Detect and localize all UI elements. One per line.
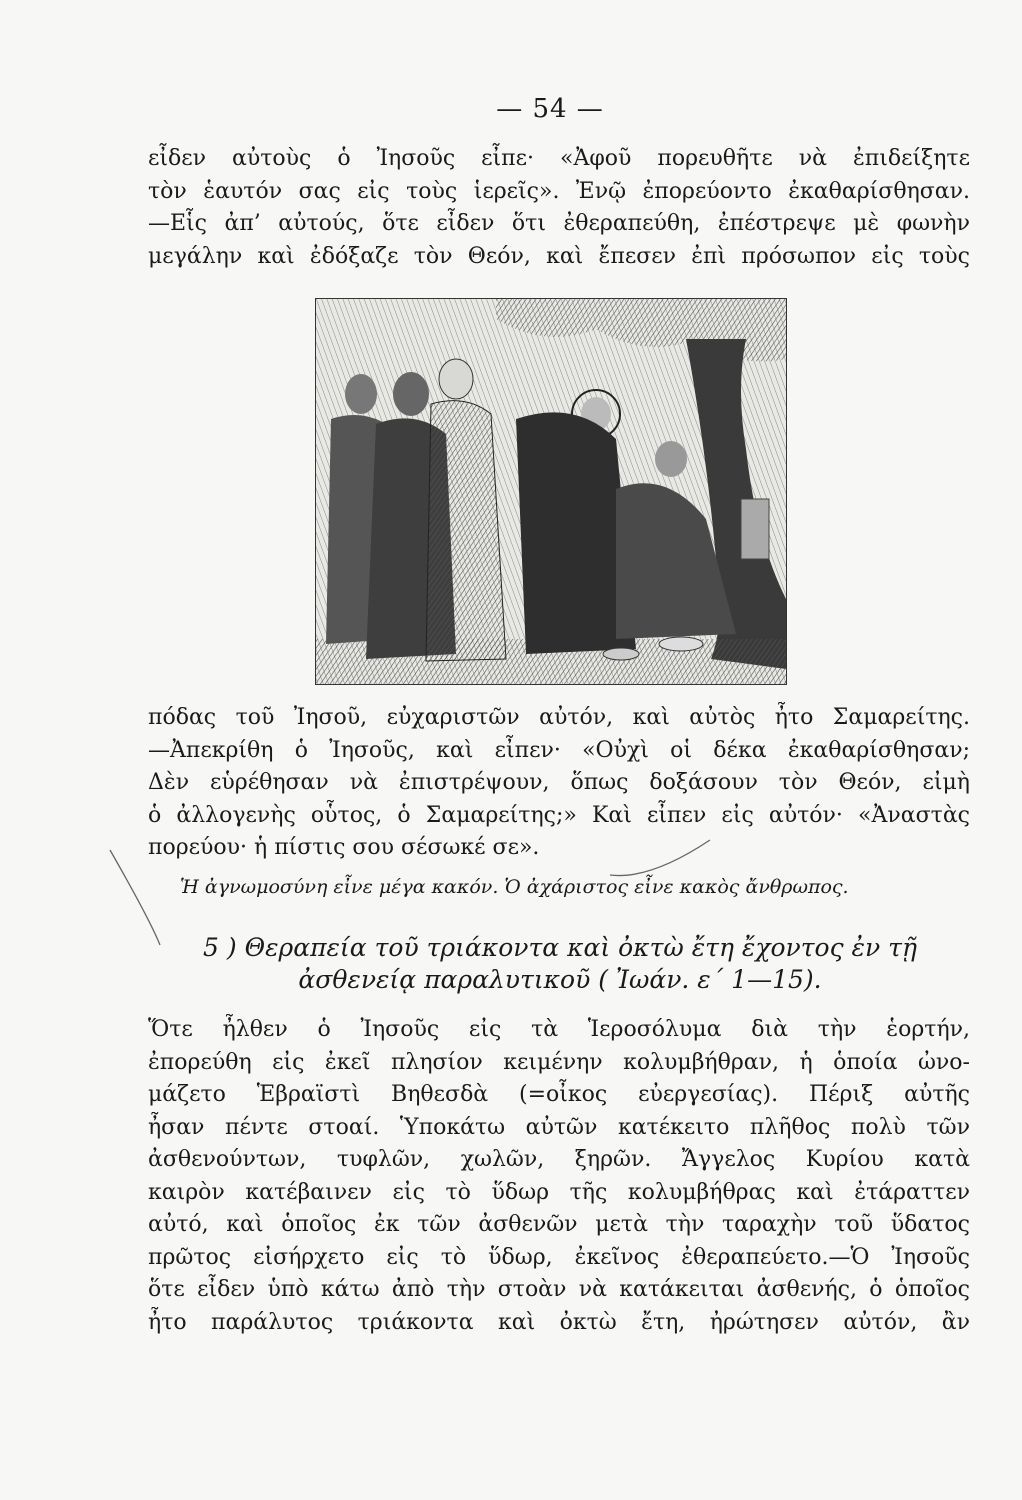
paragraph-middle	[148, 702, 970, 865]
section-heading-line1: 5 ) Θεραπεία τοῦ τριάκοντα καὶ ὀκτὼ ἔτη ἔχοντος ἐν τῇ	[203, 933, 917, 962]
text-line: αὐτό, καὶ ὁποῖος ἐκ τῶν ἀσθενῶν μετὰ τὴν ταραχὴν τοῦ ὕδατος	[148, 1212, 970, 1237]
text-line: εἶδεν αὐτοὺς ὁ Ἰησοῦς εἶπε· «Ἀφοῦ πορευθῆτε νὰ ἐπιδείξητε	[148, 146, 970, 171]
engraving-artwork	[316, 299, 786, 684]
text-line: καιρὸν κατέβαινεν εἰς τὸ ὕδωρ τῆς κολυμβήθρας καὶ ἐτάραττεν	[148, 1179, 970, 1205]
text-line: ἐπορεύθη εἰς ἐκεῖ πλησίον κειμένην κολυμβήθραν, ἡ ὁποία ὠνο-	[148, 1049, 970, 1075]
text-line: πορεύου· ἡ πίστις σου σέσωκέ σε».	[148, 835, 540, 860]
text-line: μάζετο Ἑβραϊστὶ Βηθεσδὰ (=οἶκος εὐεργεσίας). Πέριξ αὐτῆς	[148, 1082, 970, 1107]
text-line: τὸν ἑαυτόν σας εἰς τοὺς ἱερεῖς». Ἐνῷ ἐπορεύοντο ἐκαθαρίσθησαν.	[148, 178, 970, 204]
text-line: ὁ ἀλλογενὴς οὗτος, ὁ Σαμαρείτης;» Καὶ εἶπεν εἰς αὐτόν· «Ἀναστὰς	[148, 802, 970, 828]
text-line: Δὲν εὑρέθησαν νὰ ἐπιστρέψουν, ὅπως δοξάσουν τὸν Θεόν, εἰμὴ	[148, 770, 970, 795]
engraving-illustration	[315, 298, 787, 685]
moral-maxim: Ἡ ἀγνωμοσύνη εἶνε μέγα κακόν. Ὁ ἀχάριστος εἶνε κακὸς ἄνθρωπος.	[180, 876, 849, 898]
text-line: πόδας τοῦ Ἰησοῦ, εὐχαριστῶν αὐτόν, καὶ αὐτὸς ἦτο Σαμαρείτης.	[148, 705, 970, 730]
paragraph-top	[148, 143, 970, 273]
paragraph-bottom	[148, 1014, 970, 1339]
text-line: ἦτο παράλυτος τριάκοντα καὶ ὀκτὼ ἔτη, ἠρώτησεν αὐτόν, ἂν	[148, 1309, 970, 1335]
text-line: πρῶτος εἰσήρχετο εἰς τὸ ὕδωρ, ἐκεῖνος ἐθεραπεύετο.—Ὁ Ἰησοῦς	[148, 1244, 970, 1270]
text-line: —Ἀπεκρίθη ὁ Ἰησοῦς, καὶ εἶπεν· «Οὐχὶ οἱ δέκα ἐκαθαρίσθησαν;	[148, 737, 970, 763]
text-line: ἦσαν πέντε στοαί. Ὑποκάτω αὐτῶν κατέκειτο πλῆθος πολὺ τῶν	[148, 1114, 970, 1140]
text-line: μεγάλην καὶ ἐδόξαζε τὸν Θεόν, καὶ ἔπεσεν ἐπὶ πρόσωπον εἰς τοὺς	[148, 243, 970, 269]
text-line: ἀσθενούντων, τυφλῶν, χωλῶν, ξηρῶν. Ἄγγελος Κυρίου κατὰ	[148, 1147, 970, 1172]
page-number: — 54 —	[496, 94, 604, 124]
text-line: Ὅτε ἦλθεν ὁ Ἰησοῦς εἰς τὰ Ἱεροσόλυμα διὰ τὴν ἑορτήν,	[148, 1017, 970, 1042]
text-line: ὅτε εἶδεν ὑπὸ κάτω ἀπὸ τὴν στοὰν νὰ κατάκειται ἀσθενής, ὁ ὁποῖος	[148, 1277, 970, 1302]
text-line: —Εἷς ἀπ’ αὐτούς, ὅτε εἶδεν ὅτι ἐθεραπεύθη, ἐπέστρεψε μὲ φωνὴν	[148, 211, 970, 236]
section-heading-line2: ἀσθενείᾳ παραλυτικοῦ ( Ἰωάν. ε΄ 1—15).	[298, 965, 822, 994]
